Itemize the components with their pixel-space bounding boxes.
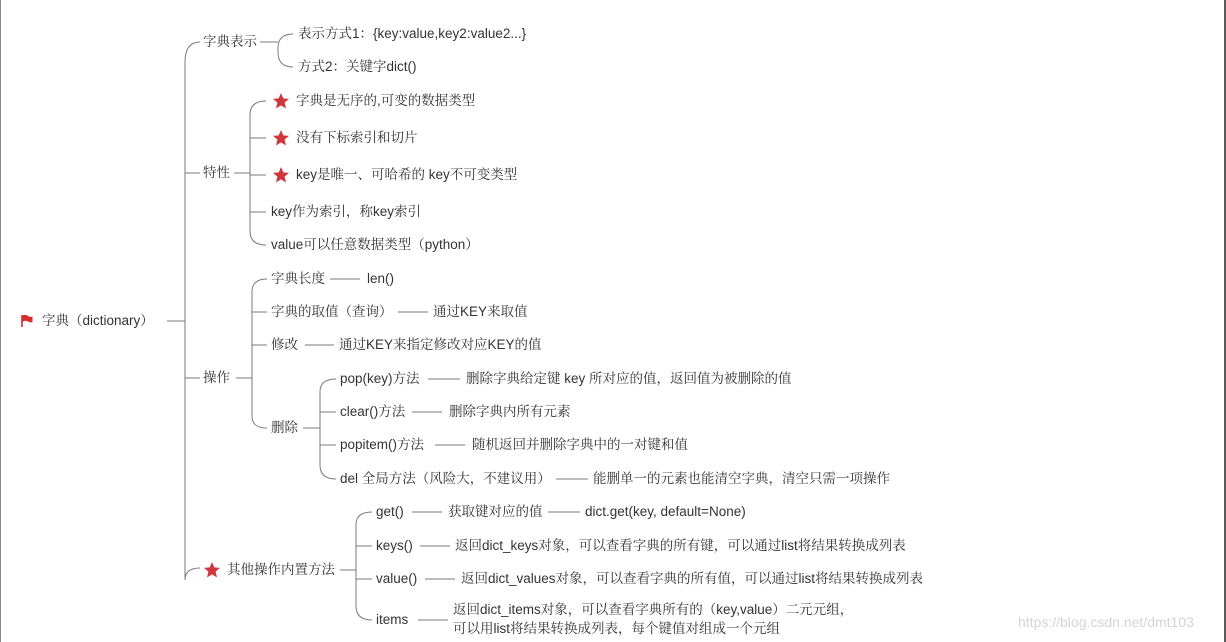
star-icon bbox=[203, 561, 221, 579]
delete-pop[interactable]: pop(key)方法 bbox=[340, 371, 420, 386]
props-item-1[interactable]: 字典是无序的,可变的数据类型 bbox=[296, 93, 476, 108]
branch-other[interactable]: 其他操作内置方法 bbox=[227, 562, 335, 577]
star-icon bbox=[272, 166, 290, 184]
other-keys-detail[interactable]: 返回dict_keys对象，可以查看字典的所有键，可以通过list将结果转换成列表 bbox=[455, 538, 906, 553]
ops-get[interactable]: 字典的取值（查询） bbox=[271, 304, 393, 319]
other-get-example[interactable]: dict.get(key, default=None) bbox=[585, 504, 746, 519]
ops-modify[interactable]: 修改 bbox=[271, 337, 298, 352]
other-get[interactable]: get() bbox=[376, 504, 404, 519]
props-item-3[interactable]: key是唯一、可哈希的 key不可变类型 bbox=[296, 167, 518, 182]
other-items[interactable]: items bbox=[376, 612, 409, 627]
delete-popitem-detail[interactable]: 随机返回并删除字典中的一对键和值 bbox=[472, 437, 688, 452]
delete-pop-detail[interactable]: 删除字典给定键 key 所对应的值，返回值为被删除的值 bbox=[466, 371, 792, 386]
other-values-detail[interactable]: 返回dict_values对象，可以查看字典的所有值，可以通过list将结果转换成列表 bbox=[461, 571, 924, 586]
props-item-5[interactable]: value可以任意数据类型（python） bbox=[271, 237, 479, 252]
branch-props[interactable]: 特性 bbox=[203, 165, 230, 180]
delete-del-detail[interactable]: 能删单一的元素也能清空字典，清空只需一项操作 bbox=[593, 471, 890, 486]
star-icon bbox=[272, 129, 290, 147]
other-items-detail-line2[interactable]: 可以用list将结果转换成列表，每个键值对组成一个元组 bbox=[453, 621, 780, 636]
other-get-detail[interactable]: 获取键对应的值 bbox=[448, 504, 543, 519]
other-keys[interactable]: keys() bbox=[376, 538, 413, 553]
watermark: https://blog.csdn.net/dmt103 bbox=[1018, 614, 1194, 630]
root-node[interactable]: 字典（dictionary） bbox=[42, 313, 154, 328]
ops-len-detail[interactable]: len() bbox=[367, 271, 395, 286]
delete-popitem[interactable]: popitem()方法 bbox=[340, 437, 425, 452]
delete-del[interactable]: del 全局方法（风险大，不建议用） bbox=[340, 471, 551, 486]
other-items-detail-line1[interactable]: 返回dict_items对象，可以查看字典所有的（key,value）二元元组， bbox=[453, 602, 854, 617]
ops-modify-detail[interactable]: 通过KEY来指定修改对应KEY的值 bbox=[339, 337, 542, 352]
branch-repr[interactable]: 字典表示 bbox=[203, 34, 257, 49]
delete-clear[interactable]: clear()方法 bbox=[340, 404, 406, 419]
ops-get-detail[interactable]: 通过KEY来取值 bbox=[433, 304, 528, 319]
other-values[interactable]: value() bbox=[376, 571, 418, 586]
props-item-2[interactable]: 没有下标索引和切片 bbox=[296, 130, 418, 145]
ops-len[interactable]: 字典长度 bbox=[271, 271, 325, 286]
branch-ops[interactable]: 操作 bbox=[203, 370, 230, 385]
repr-item-2[interactable]: 方式2：关键字dict() bbox=[298, 59, 417, 74]
delete-clear-detail[interactable]: 删除字典内所有元素 bbox=[449, 404, 571, 419]
flag-icon bbox=[20, 314, 34, 328]
props-item-4[interactable]: key作为索引，称key索引 bbox=[271, 204, 422, 219]
ops-delete[interactable]: 删除 bbox=[271, 420, 298, 435]
repr-item-1[interactable]: 表示方式1：{key:value,key2:value2...} bbox=[298, 26, 527, 41]
star-icon bbox=[272, 92, 290, 110]
